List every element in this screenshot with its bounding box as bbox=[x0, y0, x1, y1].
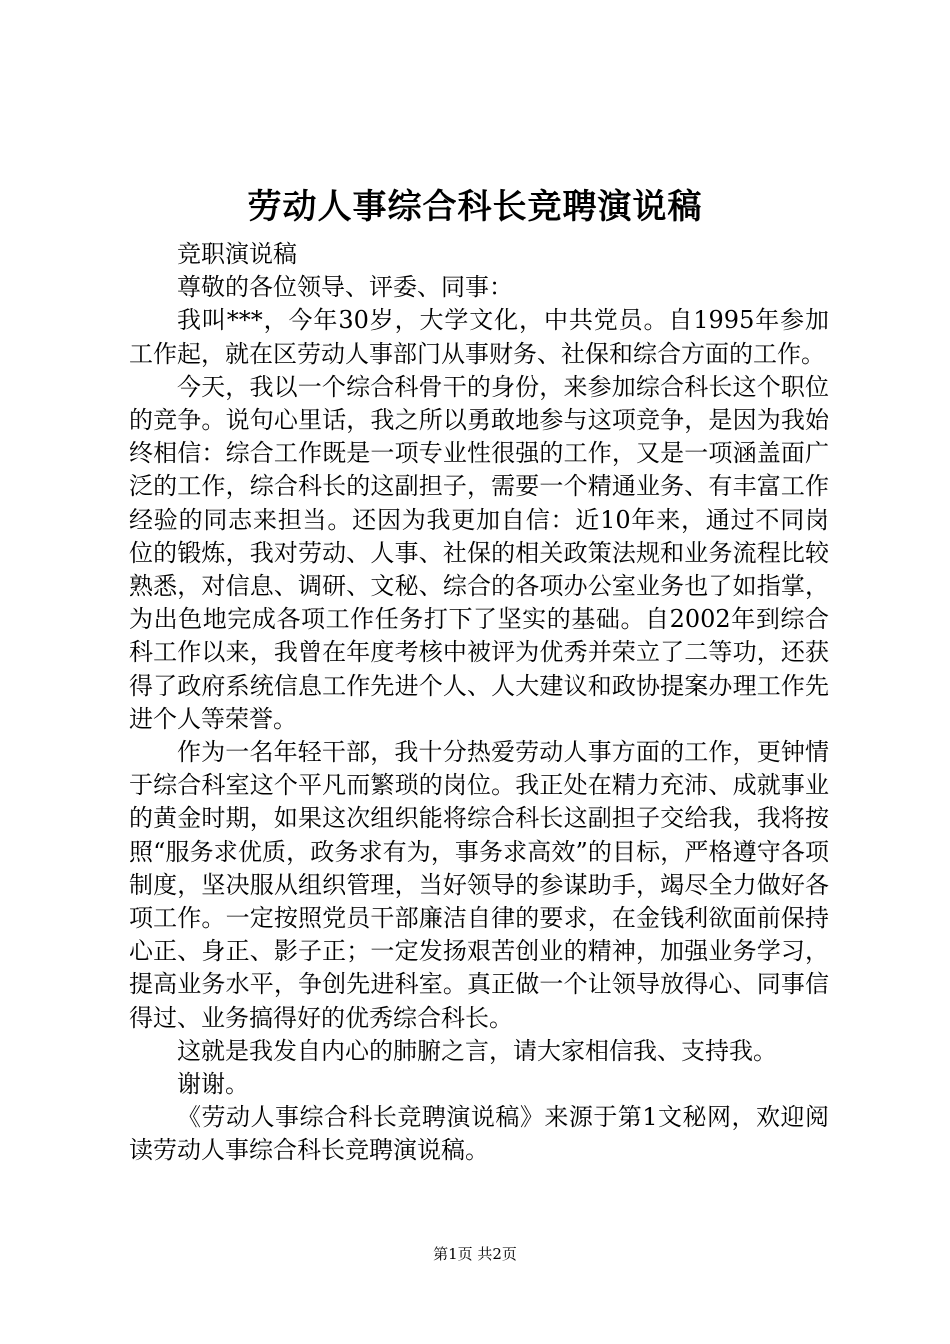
paragraph-commitment: 作为一名年轻干部，我十分热爱劳动人事方面的工作，更钟情于综合科室这个平凡而繁琐的岗位。我正处在精力充沛、成就事业的黄金时期，如果这次组织能将综合科长这副担子交给我，我将按照“服务求优质，政务求有为，事务求高效”的目标，严格遵守各项制度，坚决服从组织管理，当好领导的参谋助手，竭尽全力做好各项工作。一定按照党员干部廉洁自律的要求，在金钱利欲面前保持心正、身正、影子正；一定发扬艰苦创业的精神，加强业务学习，提高业务水平，争创先进科室。真正做一个让领导放得心、同事信得过、业务搞得好的优秀综合科长。 bbox=[129, 738, 829, 1032]
paragraph-thanks: 谢谢。 bbox=[177, 1070, 249, 1099]
paragraph-introduction: 我叫***，今年30岁，大学文化，中共党员。自1995年参加工作起，就在区劳动人事部门从事财务、社保和综合方面的工作。 bbox=[129, 306, 829, 368]
paragraph-heading: 竞职演说稿 bbox=[177, 240, 297, 268]
paragraph-closing: 这就是我发自内心的肺腑之言，请大家相信我、支持我。 bbox=[177, 1036, 777, 1065]
page-number-footer: 第1页 共2页 bbox=[433, 1245, 517, 1263]
paragraph-motivation: 今天，我以一个综合科骨干的身份，来参加综合科长这个职位的竞争。说句心里话，我之所以勇敢地参与这项竞争，是因为我始终相信：综合工作既是一项专业性很强的工作，又是一项涵盖面广泛的工作，综合科长的这副担子，需要一个精通业务、有丰富工作经验的同志来担当。还因为我更加自信：近10年来，通过不同岗位的锻炼，我对劳动、人事、社保的相关政策法规和业务流程比较熟悉，对信息、调研、文秘、综合的各项办公室业务也了如指掌，为出色地完成各项工作任务打下了坚实的基础。自2002年到综合科工作以来，我曾在年度考核中被评为优秀并荣立了二等功，还获得了政府系统信息工作先进个人、人大建议和政协提案办理工作先进个人等荣誉。 bbox=[129, 372, 829, 733]
paragraph-salutation: 尊敬的各位领导、评委、同事： bbox=[177, 273, 513, 302]
document-title: 劳动人事综合科长竞聘演说稿 bbox=[247, 187, 703, 227]
document-body bbox=[129, 238, 829, 1168]
paragraph-source-note: 《劳动人事综合科长竞聘演说稿》来源于第1文秘网，欢迎阅读劳动人事综合科长竞聘演说稿。 bbox=[129, 1103, 829, 1165]
